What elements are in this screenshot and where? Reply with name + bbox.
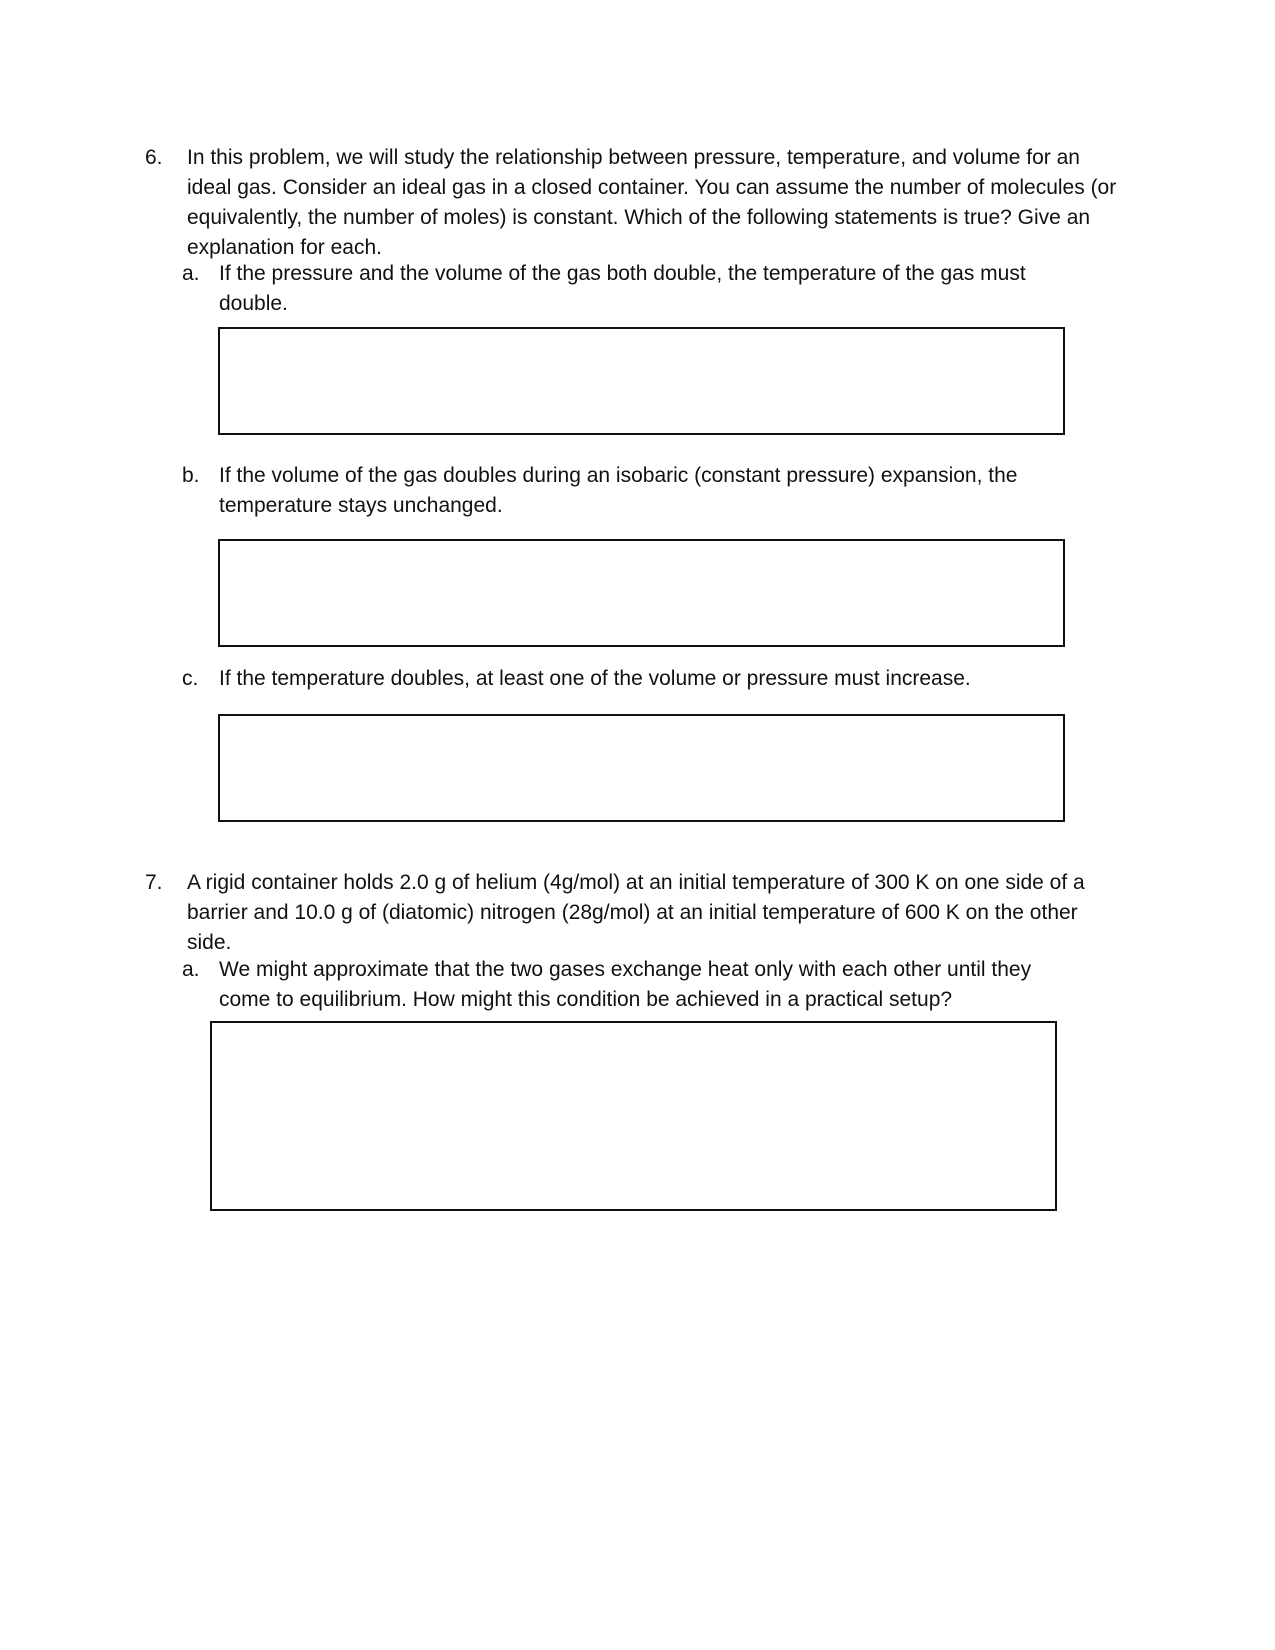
- part-text: We might approximate that the two gases exchange heat only with each other until they come to equilibrium. How might this condition be achieved in a practical setup?: [219, 958, 1032, 1011]
- answer-box-6a[interactable]: [218, 327, 1065, 435]
- question-6-part-a: [182, 259, 1077, 319]
- question-6-part-b: [182, 461, 1062, 521]
- part-letter: a.: [182, 262, 200, 285]
- answer-box-6c[interactable]: [218, 714, 1065, 822]
- question-text: A rigid container holds 2.0 g of helium (4g/mol) at an initial temperature of 300 K on one side of a barrier and 10.0 g of (diatomic) nitrogen (28g/mol) at an initial temperature of 600 K on the other side.: [187, 871, 1085, 954]
- part-text: If the pressure and the volume of the gas both double, the temperature of the gas must double.: [219, 262, 1026, 315]
- part-letter: a.: [182, 958, 200, 981]
- question-6: [145, 143, 1125, 263]
- question-number: 7.: [145, 871, 163, 894]
- question-7-part-a: [182, 955, 1077, 1015]
- question-7: [145, 868, 1125, 958]
- part-letter: c.: [182, 667, 199, 690]
- question-6-part-c: [182, 664, 1077, 694]
- part-text: If the volume of the gas doubles during an isobaric (constant pressure) expansion, the temperature stays unchanged.: [219, 464, 1018, 517]
- question-number: 6.: [145, 146, 163, 169]
- answer-box-6b[interactable]: [218, 539, 1065, 647]
- part-text: If the temperature doubles, at least one of the volume or pressure must increase.: [219, 667, 971, 690]
- answer-box-7a[interactable]: [210, 1021, 1057, 1211]
- part-letter: b.: [182, 464, 200, 487]
- question-text: In this problem, we will study the relationship between pressure, temperature, and volume for an ideal gas. Consider an ideal gas in a closed container. You can assume the number of molecules (or equivalently, the number of moles) is constant. Which of the following statements is true? Give an explanation for each.: [187, 146, 1117, 259]
